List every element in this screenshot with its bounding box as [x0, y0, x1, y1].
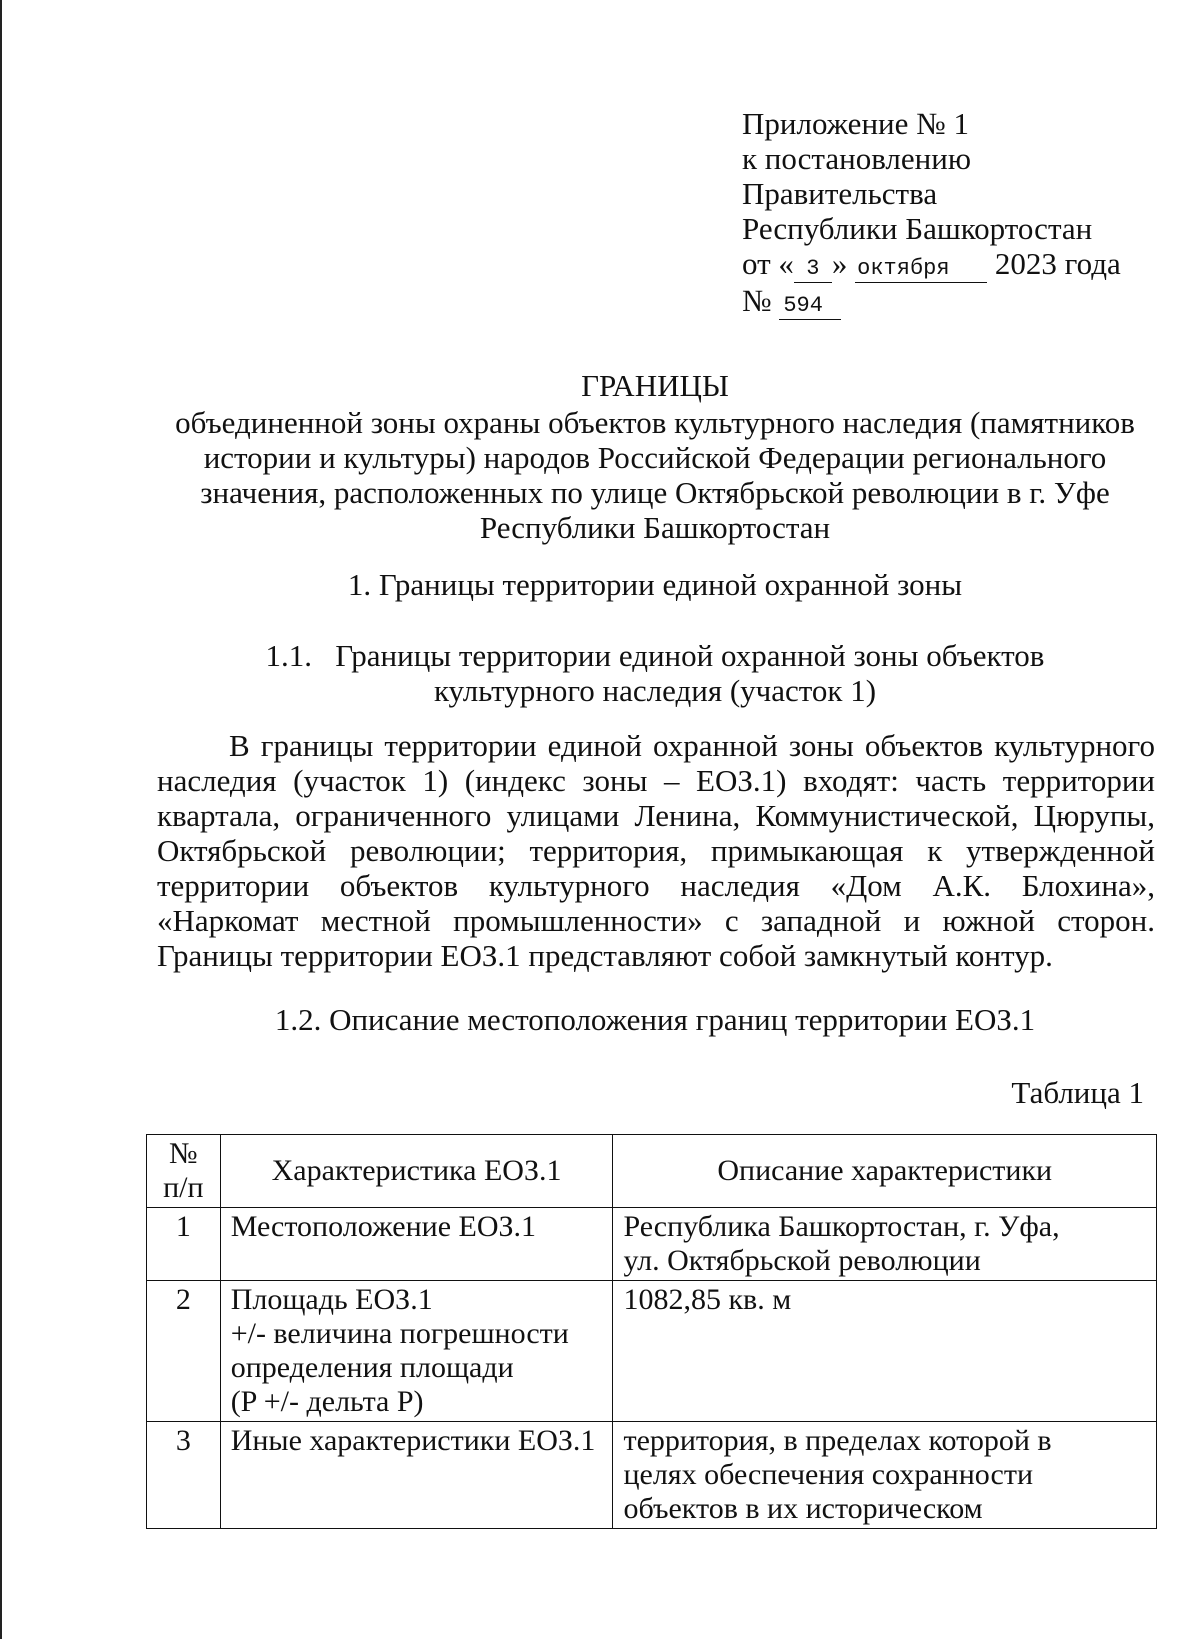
section-1-1-heading-line-2: культурного наследия (участок 1) — [433, 673, 877, 708]
row-characteristic — [220, 1281, 613, 1422]
document-title: ГРАНИЦЫ — [581, 368, 729, 403]
document-number: 594 — [779, 293, 841, 320]
cell-line: +/- величина погрешности — [230, 1317, 569, 1350]
scan-edge-line — [0, 0, 2, 1639]
table-row — [147, 1422, 1157, 1529]
cell-line: Площадь ЕОЗ.1 — [230, 1283, 433, 1316]
paragraph-text: В границы территории единой охранной зоны объектов культурного наследия (участок 1) (индекс зоны – ЕОЗ.1) входят: часть территории квартала, ограниченного улицами Ленина, Коммунистической, Цюрупы, Октябрьской революции; территория, примыкающая к утвержденной территории объектов культурного наследия «Дом А.К. Блохина», «Наркомат местной промышленности» с западной и южной сторон. Границы территории ЕОЗ.1 представляют собой замкнутый контур. — [157, 728, 1155, 973]
row-number: 1 — [147, 1208, 221, 1281]
cell-line: территория, в пределах которой в — [623, 1424, 1052, 1457]
header-number — [147, 1135, 221, 1208]
appendix-block — [742, 106, 1121, 320]
table-row — [147, 1281, 1157, 1422]
cell-line: 1082,85 кв. м — [623, 1283, 792, 1316]
row-description — [613, 1208, 1157, 1281]
row-characteristic — [220, 1422, 613, 1529]
subtitle-line-1: объединенной зоны охраны объектов культурного наследия (памятников — [175, 405, 1135, 440]
date-mid: » — [831, 246, 848, 281]
appendix-line-4: Республики Башкортостан — [742, 211, 1093, 246]
subtitle-line-4: Республики Башкортостан — [479, 510, 831, 545]
appendix-line-2: к постановлению — [742, 141, 972, 176]
characteristics-table — [146, 1134, 1157, 1529]
table-header-row — [147, 1135, 1157, 1208]
section-1-heading: 1. Границы территории единой охранной зоны — [347, 567, 963, 602]
appendix-line-1: Приложение № 1 — [742, 106, 969, 141]
document-subtitle — [155, 405, 1155, 545]
cell-line: (P +/- дельта P) — [230, 1385, 424, 1418]
section-1-2-heading: 1.2. Описание местоположения границ территории ЕОЗ.1 — [274, 1002, 1036, 1037]
table-row — [147, 1208, 1157, 1281]
cell-line: объектов в их историческом — [623, 1492, 983, 1525]
header-number-line-2: п/п — [163, 1171, 204, 1204]
section-1-1-heading-line-1 — [155, 638, 1155, 673]
section-1-1-number: 1.1. — [265, 638, 313, 673]
cell-line: Местоположение ЕОЗ.1 — [230, 1210, 537, 1243]
row-description — [613, 1422, 1157, 1529]
body-paragraph — [157, 728, 1155, 973]
section-1-1-title-1: Границы территории единой охранной зоны объектов — [335, 638, 1045, 673]
row-characteristic — [220, 1208, 613, 1281]
row-description — [613, 1281, 1157, 1422]
number-prefix: № — [742, 283, 772, 318]
appendix-date-line — [742, 246, 1121, 283]
date-month: октября — [855, 256, 987, 283]
cell-line: Республика Башкортостан, г. Уфа, — [623, 1210, 1060, 1243]
cell-line: ул. Октябрьской революции — [623, 1244, 981, 1277]
cell-line: целях обеспечения сохранности — [623, 1458, 1033, 1491]
row-number: 2 — [147, 1281, 221, 1422]
appendix-number-line — [742, 283, 1121, 320]
header-characteristic: Характеристика ЕОЗ.1 — [220, 1135, 613, 1208]
date-year: 2023 года — [994, 246, 1121, 281]
row-number: 3 — [147, 1422, 221, 1529]
subtitle-line-2: истории и культуры) народов Российской Федерации регионального — [203, 440, 1107, 475]
header-description: Описание характеристики — [613, 1135, 1157, 1208]
date-prefix: от « — [742, 246, 794, 281]
cell-line: определения площади — [230, 1351, 514, 1384]
subtitle-line-3: значения, расположенных по улице Октябрьской революции в г. Уфе — [200, 475, 1110, 510]
table-caption: Таблица 1 — [1011, 1075, 1144, 1110]
cell-line: Иные характеристики ЕОЗ.1 — [230, 1424, 596, 1457]
date-day: 3 — [794, 256, 832, 283]
header-number-line-1: № — [169, 1137, 198, 1170]
appendix-line-3: Правительства — [742, 176, 938, 211]
